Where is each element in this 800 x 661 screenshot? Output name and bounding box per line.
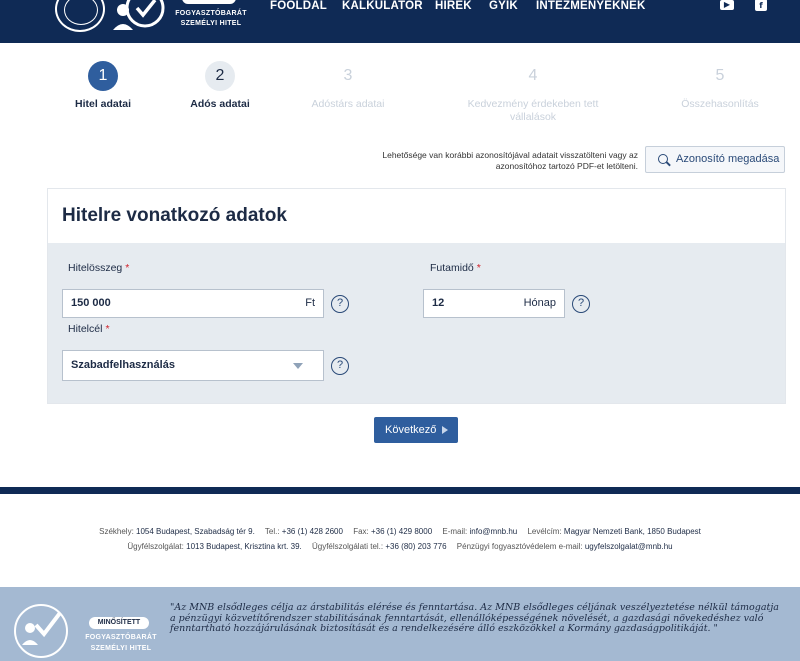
term-label-text: Futamidő [430,262,474,274]
amount-label-text: Hitelösszeg [68,262,123,274]
nav-fooldal[interactable]: FOOLDAL [270,0,327,12]
step-4-circle: 4 [518,61,548,91]
amount-input[interactable] [62,289,324,318]
term-unit: Hónap [523,297,556,309]
footer-contact-line-2 [0,542,800,551]
term-help-icon[interactable]: ? [572,295,590,313]
step-1-label: Hitel adatai [74,98,132,110]
amount-value: 150 000 [71,297,111,309]
logo-text: FOGYASZTÓBARÁT SZEMÉLYI HITEL [175,10,247,27]
nav-gyik[interactable]: GYIK [489,0,518,12]
footer-label: Fax: [353,527,369,536]
identifier-button-label: Azonosító megadása [676,153,780,165]
step-2-label: Adós adatai [190,98,250,110]
youtube-icon[interactable]: ▶ [720,0,734,10]
next-button[interactable] [374,417,458,443]
bottom-brand-text: FOGYASZTÓBARÁT SZEMÉLYI HITEL [85,634,157,652]
amount-unit: Ft [305,297,315,309]
footer-label: Pénzügyi fogyasztóvédelem e-mail: [456,542,583,551]
step-3-label: Adóstárs adatai [311,98,385,110]
purpose-value: Szabadfelhasználás [71,359,175,371]
logo-badge [182,0,236,4]
top-header [0,0,800,43]
required-mark: * [125,262,130,274]
footer-contact-line-1 [0,527,800,536]
purpose-help-icon[interactable]: ? [331,357,349,375]
footer-label: Székhely: [99,527,134,536]
footer-label: E-mail: [442,527,468,536]
footer-value: 1013 Budapest, Krisztina krt. 39. [186,542,302,551]
footer-value: +36 (80) 203 776 [385,542,447,551]
card-body [48,243,785,403]
purpose-label-text: Hitelcél [68,323,103,335]
footer-value: +36 (1) 429 8000 [370,527,433,536]
step-5-circle: 5 [705,61,735,91]
step-1-circle[interactable]: 1 [88,61,118,91]
footer-email-link[interactable]: ugyfelszolgalat@mnb.hu [584,542,673,551]
nav-hirek[interactable]: HIREK [435,0,472,12]
footer-value: 1054 Budapest, Szabadság tér 9. [136,527,255,536]
footer-label: Ügyfélszolgálat: [127,542,184,551]
nav-kalkulator[interactable]: KALKULATOR [342,0,423,12]
search-icon [658,154,668,164]
mnb-seal-logo[interactable] [55,0,105,32]
amount-help-icon[interactable]: ? [331,295,349,313]
term-label [430,262,481,274]
required-mark: * [476,262,481,274]
nav-intezmenyeknek[interactable]: INTEZMENYEKNEK [536,0,646,12]
loan-data-card [47,188,786,404]
step-3-circle: 3 [333,61,363,91]
purpose-label [68,323,110,335]
arrow-right-icon [442,426,448,434]
step-5-label: Összehasonlítás [681,98,759,110]
qualified-badge: MINŐSÍTETT [89,617,149,629]
term-input[interactable] [423,289,565,318]
footer-email-link[interactable]: info@mnb.hu [469,527,518,536]
check-person-logo-icon [22,601,62,651]
restore-info-text: Lehetősége van korábbi azonosítójával adatait visszatölteni vagy az azonosítóhoz tartozó PDF-et letölteni. [382,150,638,171]
check-person-logo-icon [111,0,165,36]
mnb-mission-quote: "Az MNB elsődleges célja az árstabilitás elérése és fenntartása. Az MNB elsődleges céljának veszélyeztetése nélkül támogatja a pénzügyi közvetítőrendszer stabilitásának fenntartását, ellenállóképességének növelését, a gazdasági növekedéshez való fenntartható hozzájárulásának biztosítását és a rendelkezésére álló eszközökkel a Kormány gazdaságpolitikáját. " [170,602,779,634]
amount-label [68,262,129,274]
facebook-icon[interactable]: f [755,0,767,11]
identifier-button[interactable] [645,146,785,173]
card-title: Hitelre vonatkozó adatok [62,205,287,226]
footer-divider [0,487,800,494]
term-value: 12 [432,297,445,309]
step-4-label: Kedvezmény érdekeben tett vállalások [467,98,599,123]
next-button-label: Következő [385,424,437,436]
required-mark: * [105,323,110,335]
footer-label: Levélcím: [527,527,562,536]
chevron-down-icon [293,363,303,369]
footer-label: Tel.: [264,527,280,536]
step-2-circle[interactable]: 2 [205,61,235,91]
footer-value: Magyar Nemzeti Bank, 1850 Budapest [563,527,701,536]
purpose-select[interactable] [62,350,324,381]
footer-value: +36 (1) 428 2600 [281,527,343,536]
footer-label: Ügyfélszolgálati tel.: [311,542,384,551]
card-header [48,189,785,243]
